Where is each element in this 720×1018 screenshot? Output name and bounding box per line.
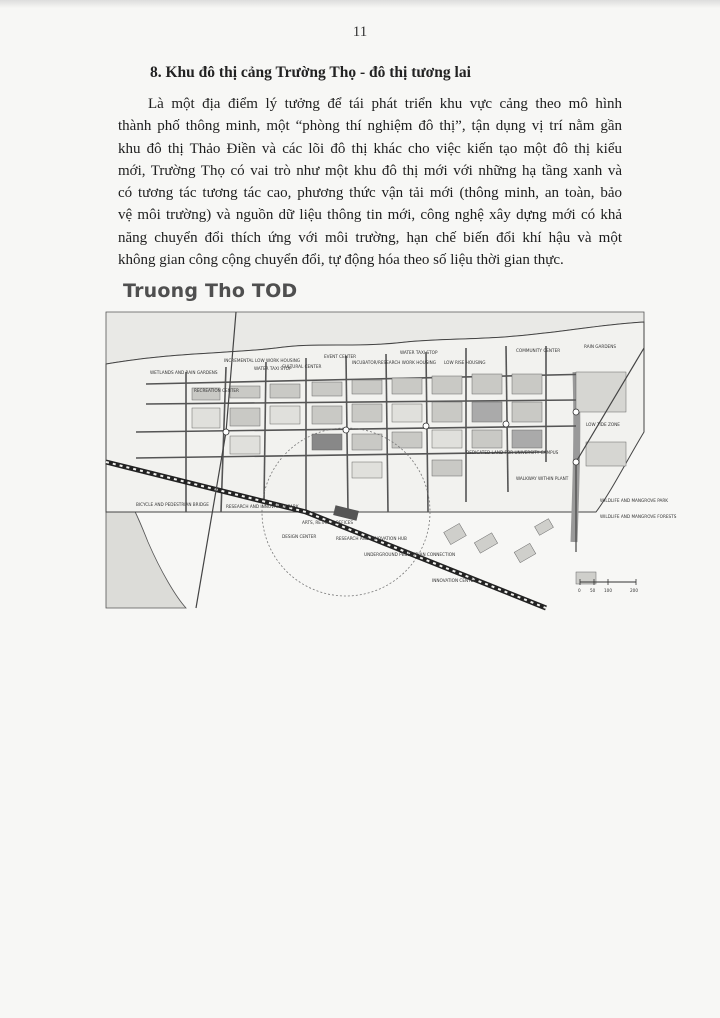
- map-label: ARTS, RETAIL & OFFICES: [302, 520, 354, 525]
- map-label: RAIN GARDENS: [584, 344, 616, 349]
- map-label: DEDICATED LAND FOR UNIVERSITY CAMPUS: [466, 450, 559, 455]
- map-label: WATER TAXI STOP: [254, 366, 292, 371]
- paragraph-line: không gian công cộng chuyển đổi, tự động hóa theo số liệu thời gian thực.: [118, 252, 564, 269]
- map-label: LOW RISE HOUSING: [444, 360, 486, 365]
- paragraph-line: vệ môi trường) và nguồn dữ liệu thông tin mới, công nghệ xây dựng mới có khả: [118, 207, 622, 224]
- map-label: COMMUNITY CENTER: [516, 348, 561, 353]
- map-label: WILDLIFE AND MANGROVE FORESTS: [600, 514, 677, 519]
- map-label: WATER TAXI STOP: [400, 350, 438, 355]
- paragraph-line: Là một địa điểm lý tưởng để tái phát triển khu vực cảng theo mô hình: [148, 96, 622, 112]
- map-label: BICYCLE AND PEDESTRIAN BRIDGE: [136, 502, 209, 507]
- map-title: Truong Tho TOD: [123, 280, 298, 302]
- map-label: RECREATION CENTER: [194, 388, 239, 393]
- map-label: WETLANDS AND RAIN GARDENS: [150, 370, 218, 375]
- paragraph-line: năng chuyển đổi thích ứng với môi trường, hạn chế biến đổi khí hậu và một: [118, 229, 622, 246]
- scale-label: 50: [590, 588, 596, 593]
- map-label: INCREMENTAL LOW WORK HOUSING: [224, 358, 301, 363]
- site-plan-drawing: [106, 312, 677, 608]
- section-heading: 8. Khu đô thị cảng Trường Thọ - đô thị tương lai: [150, 64, 471, 81]
- map-label: CULTURAL CENTER: [282, 364, 322, 369]
- map-label: DESIGN CENTER: [282, 534, 317, 539]
- map-label: UNDERGROUND PEDESTRIAN CONNECTION: [364, 552, 456, 557]
- paragraph-line: thành phố thông minh, một “phòng thí nghiệm đô thị”, tận dụng vị trí nằm gần: [118, 118, 622, 135]
- map-label: RESEARCH AND INNOVATION PARK: [226, 504, 299, 509]
- map-label: LOW TIDE ZONE: [586, 422, 620, 427]
- map-label: EVENT CENTER: [324, 354, 356, 359]
- map-label: WILDLIFE AND MANGROVE PARK: [600, 498, 669, 503]
- paragraph-line: khu đô thị Thảo Điền và các lõi đô thị khác cho việc kiến tạo một đô thị kiểu: [118, 140, 622, 157]
- paragraph-line: mới, Trường Thọ có vai trò như một khu đô thị mới với những hạ tầng xanh và: [118, 162, 622, 179]
- page-number: 11: [352, 24, 368, 40]
- map-label: RESEARCH AND INNOVATION HUB: [336, 536, 407, 541]
- scale-label: 200: [630, 588, 638, 593]
- scale-label: 0: [578, 588, 581, 593]
- map-label: WALKWAY WITHIN PLANT: [516, 476, 569, 481]
- site-plan-map: [106, 312, 677, 608]
- paragraph-line: có tương tác tương tác cao, phương thức vận tải mới (thông minh, an toàn, bảo: [118, 185, 622, 202]
- body-paragraph: [118, 93, 622, 271]
- map-label: INNOVATION CENTER: [432, 578, 477, 583]
- scan-edge-shadow: [0, 0, 720, 8]
- map-label: INCUBATOR/RESEARCH WORK HOUSING: [352, 360, 436, 365]
- scale-label: 100: [604, 588, 612, 593]
